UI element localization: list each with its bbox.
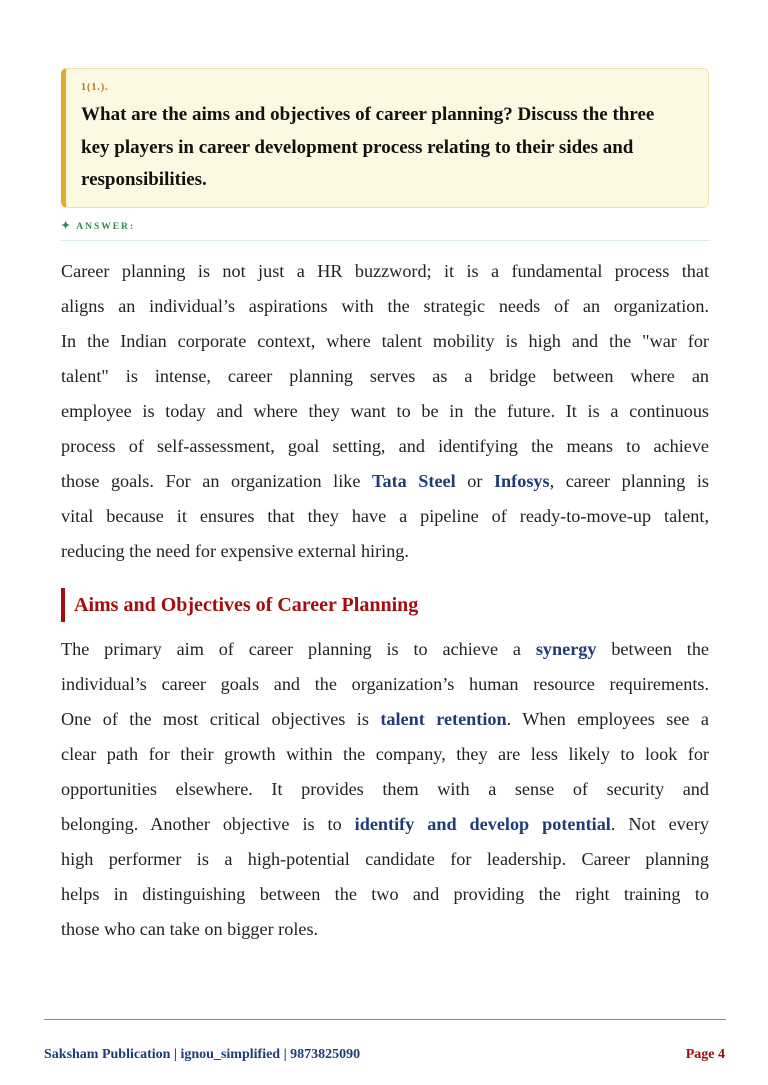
highlight-talent-retention: talent retention xyxy=(380,709,507,729)
paragraph-line: those who can take on bigger roles. xyxy=(61,919,319,939)
question-line: What are the aims and objectives of career planning? Discuss the three xyxy=(81,104,655,125)
footer-divider xyxy=(44,1019,726,1020)
paragraph-line: Career planning is not just a HR buzzword; it is a fundamental process that xyxy=(61,261,709,281)
paragraph-line: clear path for their growth within the company, they are less likely to look for xyxy=(61,744,709,764)
text-run: One of the most critical objectives is xyxy=(61,709,381,729)
text-run: . When employees see a xyxy=(506,709,709,729)
paragraph-line: employee is today and where they want to be in the future. It is a continuous xyxy=(61,401,709,421)
paragraph-line xyxy=(61,807,709,842)
text-run: between the xyxy=(596,639,710,659)
paragraph-line: individual’s career goals and the organization’s human resource requirements. xyxy=(61,674,709,694)
paragraph-line: process of self-assessment, goal setting, and identifying the means to achieve xyxy=(61,436,709,456)
highlight-tata-steel: Tata Steel xyxy=(372,471,456,491)
text-run: , career planning is xyxy=(549,471,710,491)
text-run: belonging. Another objective is to xyxy=(61,814,355,834)
highlight-identify-develop-potential: identify and develop potential xyxy=(354,814,611,834)
diamond-icon: ✦ xyxy=(61,220,73,232)
footer-publisher: Saksham Publication | ignou_simplified | 9873825090 xyxy=(44,1047,361,1062)
question-text xyxy=(81,99,692,197)
paragraph-line: opportunities elsewhere. It provides them with a sense of security and xyxy=(61,779,709,799)
paragraph-line xyxy=(61,702,709,737)
question-number: 1(1.). xyxy=(81,82,109,93)
paragraph-line xyxy=(61,632,709,667)
answer-divider xyxy=(61,240,709,241)
paragraph-line: high performer is a high-potential candidate for leadership. Career planning xyxy=(61,849,709,869)
paragraph-line: aligns an individual’s aspirations with the strategic needs of an organization. xyxy=(61,296,709,316)
question-line: responsibilities. xyxy=(81,169,207,190)
paragraph-line: vital because it ensures that they have a pipeline of ready-to-move-up talent, xyxy=(61,506,709,526)
paragraph-line: reducing the need for expensive external hiring. xyxy=(61,541,409,561)
text-run: The primary aim of career planning is to achieve a xyxy=(61,639,536,659)
section-heading: Aims and Objectives of Career Planning xyxy=(61,588,418,622)
paragraph-line: In the Indian corporate context, where talent mobility is high and the "war for xyxy=(61,331,709,351)
question-line: key players in career development process relating to their sides and xyxy=(81,136,634,158)
highlight-synergy: synergy xyxy=(535,639,597,659)
aims-paragraph xyxy=(61,632,709,947)
paragraph-line: talent" is intense, career planning serves as a bridge between where an xyxy=(61,366,709,386)
paragraph-line: helps in distinguishing between the two and providing the right training to xyxy=(61,884,709,904)
answer-label-text: ANSWER: xyxy=(76,222,136,232)
answer-label xyxy=(61,220,135,233)
text-run: those goals. For an organization like xyxy=(61,471,373,491)
paragraph-line xyxy=(61,464,709,499)
page-number: Page 4 xyxy=(685,1047,725,1062)
question-box xyxy=(61,68,709,208)
text-run: or xyxy=(455,471,494,491)
highlight-infosys: Infosys xyxy=(493,471,550,491)
intro-paragraph xyxy=(61,254,709,569)
text-run: . Not every xyxy=(610,814,709,834)
